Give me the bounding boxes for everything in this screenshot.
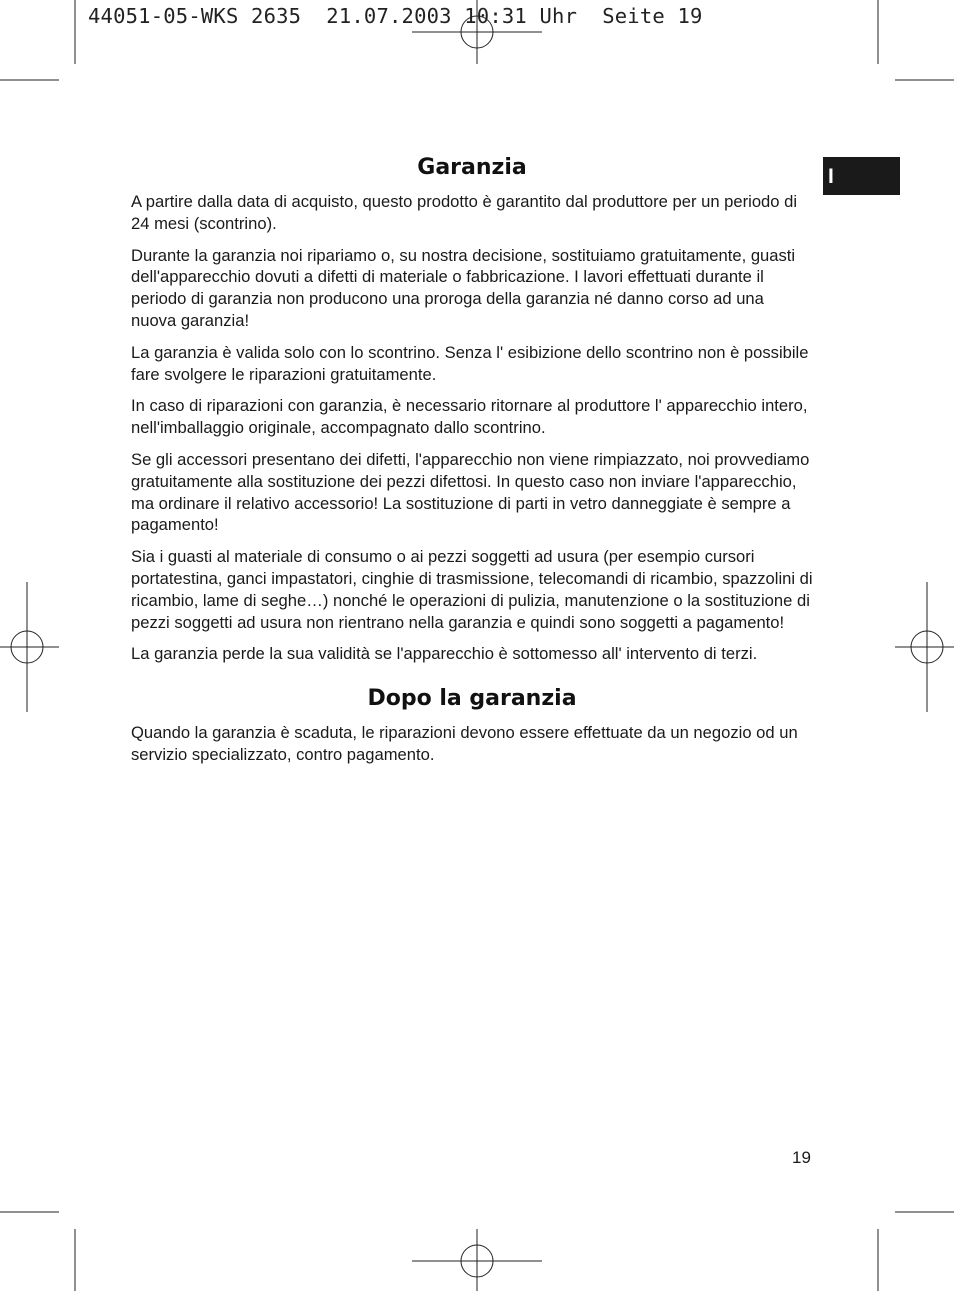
registration-mark-top	[412, 0, 542, 64]
print-header: 44051-05-WKS 2635 21.07.2003 10:31 Uhr Seite 19	[88, 4, 703, 28]
warranty-paragraph: A partire dalla data di acquisto, questo prodotto è garantito dal produttore per un periodo di 24 mesi (scontrino).	[131, 192, 798, 233]
warranty-paragraph: Sia i guasti al materiale di consumo o ai pezzi soggetti ad usura (per esempio cursori portatestina, ganci impastatori, cinghie di trasmissione, telecomandi di ricambio, spazzolini di ricambio, lame di seghe…) nonché le operazioni di pulizia, manutenzione o la sostituzione di pezzi soggetti ad usura non rientrano nella garanzia e quindi sono soggetti a pagamento!	[131, 547, 813, 632]
main-content	[131, 150, 813, 776]
registration-mark-bottom	[412, 1229, 542, 1291]
registration-mark-right	[895, 582, 954, 712]
warranty-paragraph: In caso di riparazioni con garanzia, è necessario ritornare al produttore l' apparecchio intero, nell'imballaggio originale, accompagnato dallo scontrino.	[131, 396, 808, 438]
after-warranty-paragraph: Quando la garanzia è scaduta, le riparazioni devono essere effettuate da un negozio od un servizio specializzato, contro pagamento.	[131, 723, 798, 764]
page-number: 19	[792, 1148, 811, 1167]
warranty-paragraph: La garanzia è valida solo con lo scontrino. Senza l' esibizione dello scontrino non è possibile fare svolgere le riparazioni gratuitamente.	[131, 342, 809, 384]
warranty-paragraph: Se gli accessori presentano dei difetti, l'apparecchio non viene rimpiazzato, noi provvediamo gratuitamente alla sostituzione dei pezzi difettosi. In questo caso non inviare l'apparecchio, ma ordinare il relativo accessorio! La sostituzione di parti in vetro danneggiate è sempre a pagamento!	[131, 449, 810, 535]
registration-mark-left	[0, 582, 59, 712]
warranty-paragraph: La garanzia perde la sua validità se l'apparecchio è sottomesso all' intervento di terzi.	[131, 644, 758, 664]
warranty-paragraph: Durante la garanzia noi ripariamo o, su nostra decisione, sostituiamo gratuitamente, guasti dell'apparecchio dovuti a difetti di materiale o fabbricazione. I lavori effettuati durante il periodo di garanzia non producono una proroga della garanzia né danno corso ad una nuova garanzia!	[131, 245, 796, 330]
section-title-after-warranty: Dopo la garanzia	[367, 686, 577, 712]
section-title-warranty: Garanzia	[417, 155, 527, 180]
language-tab: I	[823, 157, 900, 195]
